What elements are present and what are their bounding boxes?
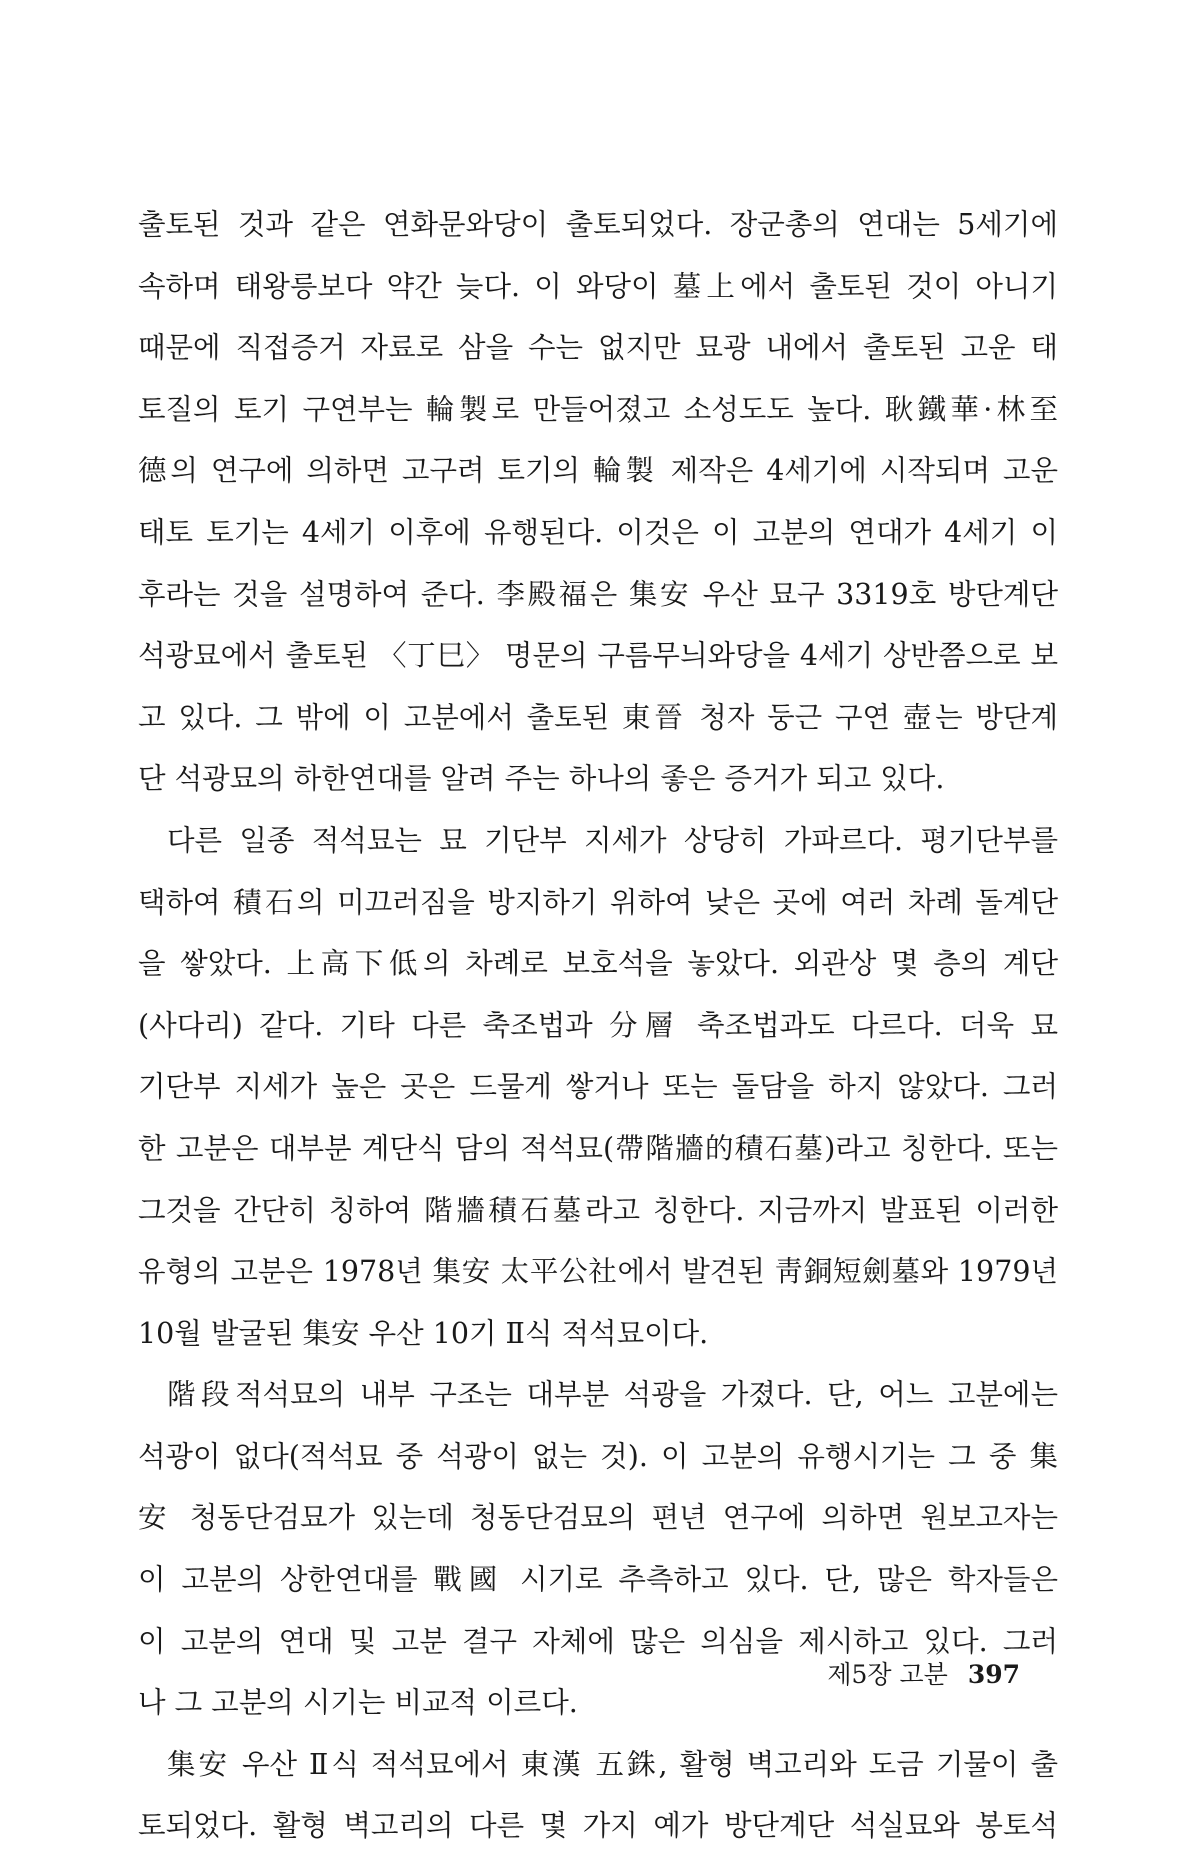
text-line: (사다리) 같다. 기타 다른 축조법과 分層 축조법과도 다르다. 더욱 묘 (138, 1008, 1058, 1042)
text-line: 기단부 지세가 높은 곳은 드물게 쌓거나 또는 돌담을 하지 않았다. 그러 (138, 1070, 1058, 1104)
body-text (138, 194, 1058, 1857)
text-line: 그것을 간단히 칭하여 階牆積石墓라고 칭한다. 지금까지 발표된 이러한 (138, 1193, 1058, 1227)
text-line: 출토된 것과 같은 연화문와당이 출토되었다. 장군총의 연대는 5세기에 (138, 208, 1058, 241)
text-line: 태토 토기는 4세기 이후에 유행된다. 이것은 이 고분의 연대가 4세기 이 (138, 515, 1058, 549)
paragraph-4 (138, 1734, 1058, 1857)
text-line: 석광묘에서 출토된 〈丁巳〉 명문의 구름무늬와당을 4세기 상반쯤으로 보 (138, 639, 1058, 673)
text-line: 한 고분은 대부분 계단식 담의 적석묘(帶階牆的積石墓)라고 칭한다. 또는 (138, 1131, 1058, 1165)
text-line: 속하며 태왕릉보다 약간 늦다. 이 와당이 墓上에서 출토된 것이 아니기 (138, 269, 1058, 303)
text-line: 토되었다. 활형 벽고리의 다른 몇 가지 예가 방단계단 석실묘와 봉토석 (138, 1809, 1058, 1843)
text-line: 10월 발굴된 集安 우산 10기 Ⅱ식 적석묘이다. (138, 1316, 709, 1350)
text-line: 階段적석묘의 내부 구조는 대부분 석광을 가졌다. 단, 어느 고분에는 (167, 1378, 1058, 1412)
page-footer (0, 1660, 1020, 1690)
chapter-title: 제5장 고분 (827, 1660, 948, 1689)
page-number: 397 (967, 1660, 1020, 1689)
text-line: 다른 일종 적석묘는 묘 기단부 지세가 상당히 가파르다. 평기단부를 (167, 823, 1058, 857)
text-line: 석광이 없다(적석묘 중 석광이 없는 것). 이 고분의 유행시기는 그 중 集 (138, 1439, 1058, 1473)
text-line: 을 쌓았다. 上高下低의 차례로 보호석을 놓았다. 외관상 몇 층의 계단 (138, 947, 1058, 981)
text-line: 단 석광묘의 하한연대를 알려 주는 하나의 좋은 증거가 되고 있다. (138, 762, 945, 796)
text-line: 토질의 토기 구연부는 輪製로 만들어졌고 소성도도 높다. 耿鐵華·林至 (138, 392, 1058, 426)
text-line: 이 고분의 상한연대를 戰國 시기로 추측하고 있다. 단, 많은 학자들은 (138, 1563, 1058, 1597)
text-line: 택하여 積石의 미끄러짐을 방지하기 위하여 낮은 곳에 여러 차례 돌계단 (138, 885, 1058, 919)
text-line: 安 청동단검묘가 있는데 청동단검묘의 편년 연구에 의하면 원보고자는 (138, 1501, 1058, 1535)
text-line: 유형의 고분은 1978년 集安 太平公社에서 발견된 靑銅短劍墓와 1979년 (138, 1255, 1058, 1289)
text-line: 때문에 직접증거 자료로 삼을 수는 없지만 묘광 내에서 출토된 고운 태 (138, 331, 1058, 365)
text-line: 德의 연구에 의하면 고구려 토기의 輪製 제작은 4세기에 시작되며 고운 (138, 454, 1058, 488)
text-line: 고 있다. 그 밖에 이 고분에서 출토된 東晉 청자 둥근 구연 壺는 방단계 (138, 700, 1058, 734)
paragraph-1 (138, 194, 1058, 810)
text-line: 이 고분의 연대 및 고분 결구 자체에 많은 의심을 제시하고 있다. 그러 (138, 1624, 1058, 1658)
paragraph-2 (138, 810, 1058, 1364)
text-line: 후라는 것을 설명하여 준다. 李殿福은 集安 우산 묘구 3319호 방단계단 (138, 577, 1058, 611)
text-line: 集安 우산 Ⅱ식 적석묘에서 東漢 五銖, 활형 벽고리와 도금 기물이 출 (167, 1747, 1058, 1781)
text-line: 나 그 고분의 시기는 비교적 이르다. (138, 1686, 578, 1720)
